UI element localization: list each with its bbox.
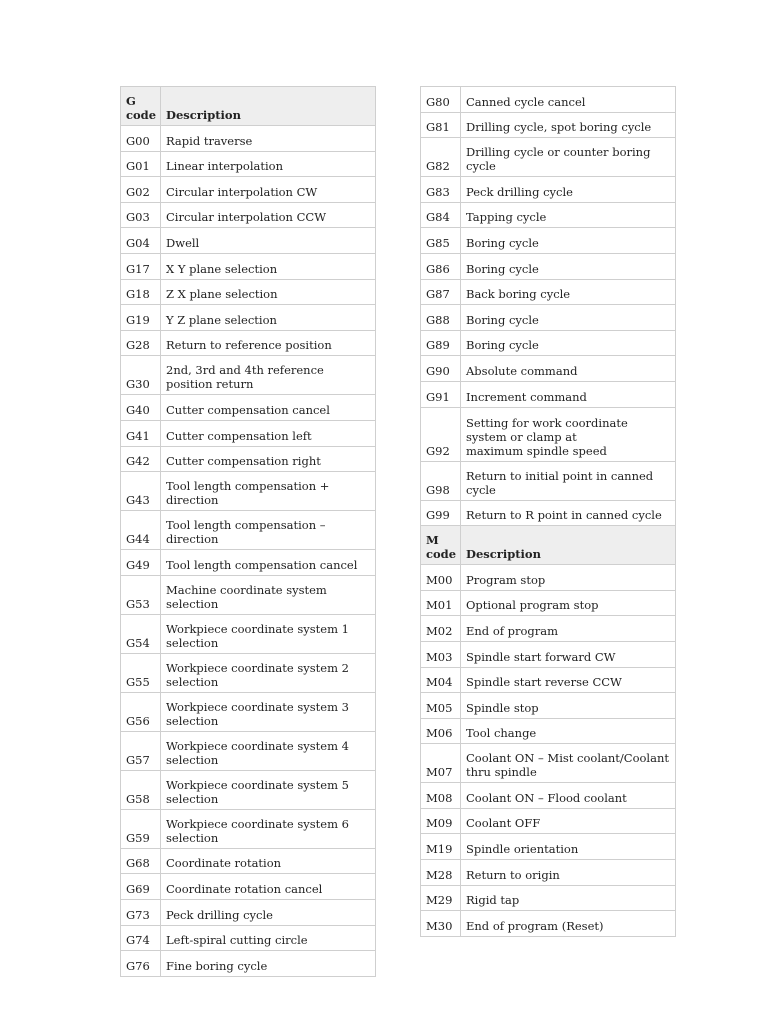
g-m-code-table-right <box>420 86 676 937</box>
table-row <box>421 138 676 177</box>
header-description-cell: Description <box>161 87 376 126</box>
description-cell: Y Z plane selection <box>161 305 376 331</box>
code-cell: G88 <box>421 305 461 331</box>
description-cell: Workpiece coordinate system 5 selection <box>161 770 376 809</box>
table-row <box>121 770 376 809</box>
description-cell: Program stop <box>461 565 676 591</box>
table-row <box>421 177 676 203</box>
description-cell: Boring cycle <box>461 305 676 331</box>
description-cell: Workpiece coordinate system 4 selection <box>161 731 376 770</box>
code-cell: G73 <box>121 899 161 925</box>
description-cell: Fine boring cycle <box>161 951 376 977</box>
table-row <box>121 202 376 228</box>
code-cell: G40 <box>121 395 161 421</box>
table-row <box>121 279 376 305</box>
table-row <box>421 590 676 616</box>
table-row <box>121 228 376 254</box>
m-code-header-row <box>421 526 676 565</box>
table-row <box>421 565 676 591</box>
code-cell: G54 <box>121 614 161 653</box>
code-cell: G68 <box>121 848 161 874</box>
code-cell: M09 <box>421 808 461 834</box>
code-cell: M03 <box>421 641 461 667</box>
description-cell: Spindle start reverse CCW <box>461 667 676 693</box>
description-cell: Absolute command <box>461 356 676 382</box>
description-cell: Dwell <box>161 228 376 254</box>
table-row <box>421 641 676 667</box>
code-cell: G82 <box>421 138 461 177</box>
code-cell: M06 <box>421 718 461 744</box>
code-cell: G53 <box>121 575 161 614</box>
code-cell: G98 <box>421 461 461 500</box>
table-row <box>421 279 676 305</box>
description-cell: Tool change <box>461 718 676 744</box>
code-cell: G87 <box>421 279 461 305</box>
table-row <box>121 356 376 395</box>
header-description-cell: Description <box>461 526 676 565</box>
table-row <box>121 177 376 203</box>
code-cell: G89 <box>421 330 461 356</box>
table-row <box>121 899 376 925</box>
code-cell: G59 <box>121 809 161 848</box>
description-cell: Spindle stop <box>461 693 676 719</box>
description-cell: Boring cycle <box>461 330 676 356</box>
code-cell: M01 <box>421 590 461 616</box>
code-cell: G56 <box>121 692 161 731</box>
code-cell: M02 <box>421 616 461 642</box>
description-cell: Spindle start forward CW <box>461 641 676 667</box>
table-row <box>121 151 376 177</box>
table-row <box>121 809 376 848</box>
code-cell: M19 <box>421 834 461 860</box>
code-cell: G55 <box>121 653 161 692</box>
table-row <box>421 407 676 461</box>
description-cell: Coordinate rotation <box>161 848 376 874</box>
table-row <box>121 874 376 900</box>
description-cell: Spindle orientation <box>461 834 676 860</box>
description-cell: Drilling cycle or counter boring cycle <box>461 138 676 177</box>
description-cell: Return to R point in canned cycle <box>461 500 676 526</box>
description-cell: Boring cycle <box>461 253 676 279</box>
description-cell: Boring cycle <box>461 228 676 254</box>
description-cell: Tool length compensation cancel <box>161 550 376 576</box>
table-row <box>421 744 676 783</box>
g-code-table-left <box>120 86 376 977</box>
code-cell: G49 <box>121 550 161 576</box>
table-row <box>121 395 376 421</box>
code-cell: G19 <box>121 305 161 331</box>
code-cell: G18 <box>121 279 161 305</box>
code-cell: G81 <box>421 112 461 138</box>
description-cell: Workpiece coordinate system 3 selection <box>161 692 376 731</box>
description-cell: Increment command <box>461 381 676 407</box>
description-cell: End of program (Reset) <box>461 911 676 937</box>
code-cell: G57 <box>121 731 161 770</box>
description-cell: Tapping cycle <box>461 202 676 228</box>
table-row <box>421 667 676 693</box>
code-cell: G42 <box>121 446 161 472</box>
description-cell: Workpiece coordinate system 1 selection <box>161 614 376 653</box>
description-cell: Cutter compensation cancel <box>161 395 376 421</box>
description-cell: Drilling cycle, spot boring cycle <box>461 112 676 138</box>
code-cell: G76 <box>121 951 161 977</box>
table-row <box>121 653 376 692</box>
table-row <box>121 731 376 770</box>
table-row <box>421 860 676 886</box>
table-row <box>421 834 676 860</box>
table-row <box>421 693 676 719</box>
table-row <box>421 808 676 834</box>
code-cell: G28 <box>121 330 161 356</box>
code-cell: G86 <box>421 253 461 279</box>
description-cell: Return to origin <box>461 860 676 886</box>
code-cell: G44 <box>121 511 161 550</box>
description-cell: Rigid tap <box>461 885 676 911</box>
code-cell: M00 <box>421 565 461 591</box>
code-cell: G92 <box>421 407 461 461</box>
description-cell: Back boring cycle <box>461 279 676 305</box>
table-row <box>421 461 676 500</box>
description-cell: 2nd, 3rd and 4th reference position return <box>161 356 376 395</box>
table-row <box>121 575 376 614</box>
header-code-cell: M code <box>421 526 461 565</box>
code-cell: G74 <box>121 925 161 951</box>
code-cell: M30 <box>421 911 461 937</box>
code-cell: G99 <box>421 500 461 526</box>
table-row <box>421 885 676 911</box>
code-cell: G83 <box>421 177 461 203</box>
table-row <box>421 783 676 809</box>
table-row <box>121 848 376 874</box>
table-row <box>421 718 676 744</box>
description-cell: Setting for work coordinate system or clamp at maximum spindle speed <box>461 407 676 461</box>
description-cell: Rapid traverse <box>161 126 376 152</box>
table-row <box>121 614 376 653</box>
table-row <box>121 330 376 356</box>
table-row <box>121 692 376 731</box>
code-cell: G85 <box>421 228 461 254</box>
code-cell: G91 <box>421 381 461 407</box>
table-row <box>421 616 676 642</box>
table-row <box>421 381 676 407</box>
description-cell: Optional program stop <box>461 590 676 616</box>
description-cell: Peck drilling cycle <box>461 177 676 203</box>
code-cell: G03 <box>121 202 161 228</box>
table-row <box>421 911 676 937</box>
table-header-row <box>121 87 376 126</box>
table-row <box>121 305 376 331</box>
description-cell: Z X plane selection <box>161 279 376 305</box>
description-cell: Linear interpolation <box>161 151 376 177</box>
description-cell: Cutter compensation right <box>161 446 376 472</box>
description-cell: Tool length compensation + direction <box>161 472 376 511</box>
code-cell: G00 <box>121 126 161 152</box>
code-cell: G41 <box>121 420 161 446</box>
table-row <box>421 330 676 356</box>
code-cell: G80 <box>421 87 461 113</box>
code-cell: M28 <box>421 860 461 886</box>
description-cell: Coordinate rotation cancel <box>161 874 376 900</box>
code-cell: M08 <box>421 783 461 809</box>
code-cell: G02 <box>121 177 161 203</box>
header-code-cell: G code <box>121 87 161 126</box>
description-cell: Coolant OFF <box>461 808 676 834</box>
description-cell: Return to initial point in canned cycle <box>461 461 676 500</box>
code-cell: G58 <box>121 770 161 809</box>
code-cell: M04 <box>421 667 461 693</box>
description-cell: Workpiece coordinate system 6 selection <box>161 809 376 848</box>
code-cell: M07 <box>421 744 461 783</box>
code-cell: G69 <box>121 874 161 900</box>
table-row <box>421 202 676 228</box>
code-cell: G43 <box>121 472 161 511</box>
description-cell: X Y plane selection <box>161 253 376 279</box>
code-cell: M29 <box>421 885 461 911</box>
code-cell: G30 <box>121 356 161 395</box>
table-row <box>121 925 376 951</box>
code-cell: M05 <box>421 693 461 719</box>
description-cell: Return to reference position <box>161 330 376 356</box>
table-row <box>421 228 676 254</box>
code-cell: G01 <box>121 151 161 177</box>
description-cell: Cutter compensation left <box>161 420 376 446</box>
table-row <box>421 305 676 331</box>
description-cell: Peck drilling cycle <box>161 899 376 925</box>
table-row <box>421 356 676 382</box>
table-row <box>121 472 376 511</box>
description-cell: Tool length compensation – direction <box>161 511 376 550</box>
table-row <box>121 511 376 550</box>
table-row <box>421 500 676 526</box>
table-row <box>121 420 376 446</box>
table-row <box>121 446 376 472</box>
code-cell: G84 <box>421 202 461 228</box>
table-row <box>421 87 676 113</box>
table-row <box>121 951 376 977</box>
code-cell: G04 <box>121 228 161 254</box>
description-cell: Machine coordinate system selection <box>161 575 376 614</box>
description-cell: End of program <box>461 616 676 642</box>
description-cell: Left-spiral cutting circle <box>161 925 376 951</box>
table-row <box>421 112 676 138</box>
description-cell: Workpiece coordinate system 2 selection <box>161 653 376 692</box>
description-cell: Canned cycle cancel <box>461 87 676 113</box>
description-cell: Circular interpolation CCW <box>161 202 376 228</box>
table-row <box>121 253 376 279</box>
table-row <box>421 253 676 279</box>
description-cell: Circular interpolation CW <box>161 177 376 203</box>
table-row <box>121 550 376 576</box>
description-cell: Coolant ON – Mist coolant/Coolant thru spindle <box>461 744 676 783</box>
table-row <box>121 126 376 152</box>
code-cell: G90 <box>421 356 461 382</box>
description-cell: Coolant ON – Flood coolant <box>461 783 676 809</box>
code-cell: G17 <box>121 253 161 279</box>
